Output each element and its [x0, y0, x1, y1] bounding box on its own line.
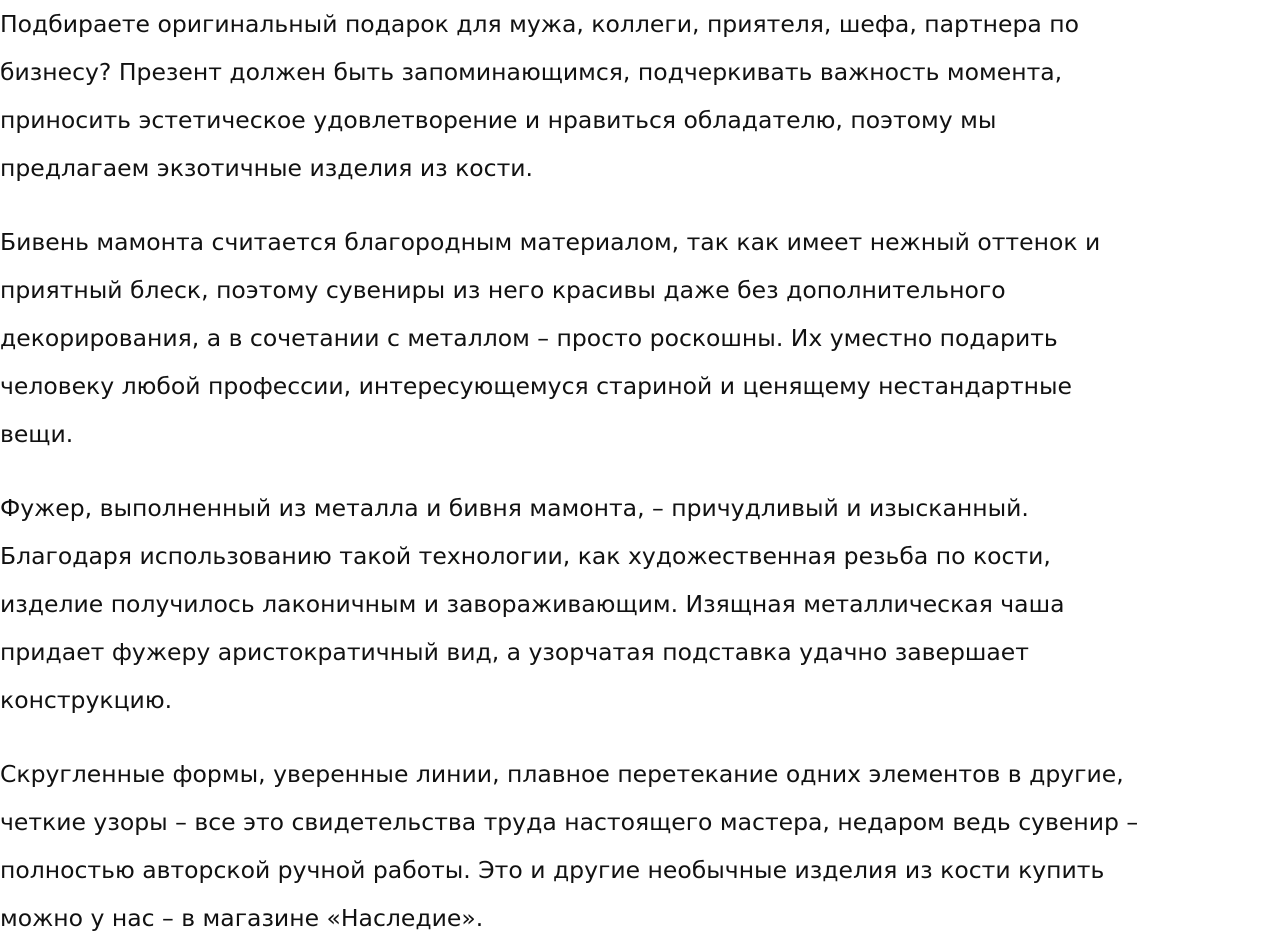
material-paragraph: Бивень мамонта считается благородным материалом, так как имеет нежный оттенок и приятный блеск, поэтому сувениры из него красивы даже без дополнительного декорирования, а в сочетании с металлом – просто роскошны. Их уместно подарить человеку любой профессии, интересующемуся стариной и ценящему нестандартные вещи.	[0, 228, 1101, 448]
product-paragraph: Фужер, выполненный из металла и бивня мамонта, – причудливый и изысканный. Благодаря использованию такой технологии, как художественная резьба по кости, изделие получилось лаконичным и завораживающим. Изящная металлическая чаша придает фужеру аристократичный вид, а узорчатая подставка удачно завершает конструкцию.	[0, 494, 1065, 714]
closing-paragraph: Скругленные формы, уверенные линии, плавное перетекание одних элементов в другие, четкие узоры – все это свидетельства труда настоящего мастера, недаром ведь сувенир – полностью авторской ручной работы. Это и другие необычные изделия из кости купить можно у нас – в магазине «Наследие».	[0, 760, 1139, 932]
intro-paragraph: Подбираете оригинальный подарок для мужа, коллеги, приятеля, шефа, партнера по бизнесу? Презент должен быть запоминающимся, подчеркивать важность момента, приносить эстетическое удовлетворение и нравиться обладателю, поэтому мы предлагаем экзотичные изделия из кости.	[0, 10, 1079, 182]
